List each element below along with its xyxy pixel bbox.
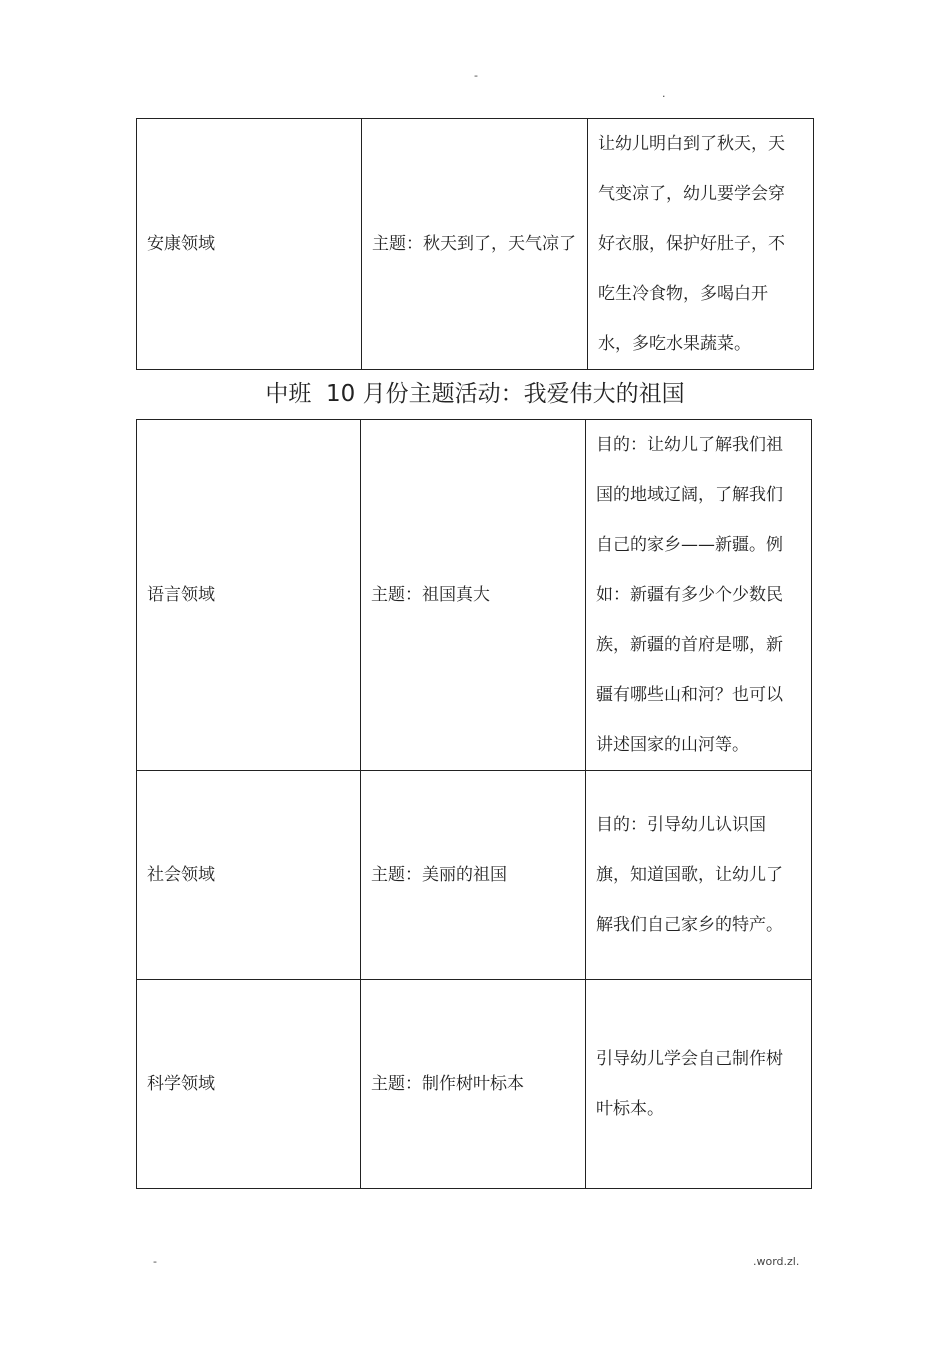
goal-cell: 引导幼儿学会自己制作树叶标本。: [586, 980, 812, 1189]
theme-cell: 主题：制作树叶标本: [361, 980, 586, 1189]
theme-cell: 主题：秋天到了，天气凉了: [362, 119, 588, 370]
footer-right: .word.zl.: [753, 1255, 800, 1268]
table-row: [137, 119, 814, 370]
theme-cell: 主题：美丽的祖国: [361, 771, 586, 980]
table-autumn: [136, 118, 814, 370]
goal-cell: 目的：引导幼儿认识国旗，知道国歌，让幼儿了解我们自己家乡的特产。: [586, 771, 812, 980]
table-october-themes: [136, 419, 812, 1189]
header-mark-left: -: [474, 69, 478, 82]
section-title: 中班 10 月份主题活动：我爱伟大的祖国: [265, 381, 685, 407]
domain-cell: 社会领域: [137, 771, 361, 980]
table-row: [137, 980, 812, 1189]
goal-cell: 让幼儿明白到了秋天，天气变凉了，幼儿要学会穿好衣服，保护好肚子，不吃生冷食物，多喝白开水，多吃水果蔬菜。: [588, 119, 814, 370]
table-row: [137, 420, 812, 771]
header-mark-right: .: [662, 87, 666, 100]
domain-cell: 安康领域: [137, 119, 362, 370]
theme-cell: 主题：祖国真大: [361, 420, 586, 771]
domain-cell: 科学领域: [137, 980, 361, 1189]
goal-cell: 目的：让幼儿了解我们祖国的地域辽阔，了解我们自己的家乡——新疆。例如：新疆有多少个少数民族，新疆的首府是哪，新疆有哪些山和河？也可以讲述国家的山河等。: [586, 420, 812, 771]
domain-cell: 语言领域: [137, 420, 361, 771]
table-row: [137, 771, 812, 980]
footer-left: -: [153, 1255, 157, 1268]
